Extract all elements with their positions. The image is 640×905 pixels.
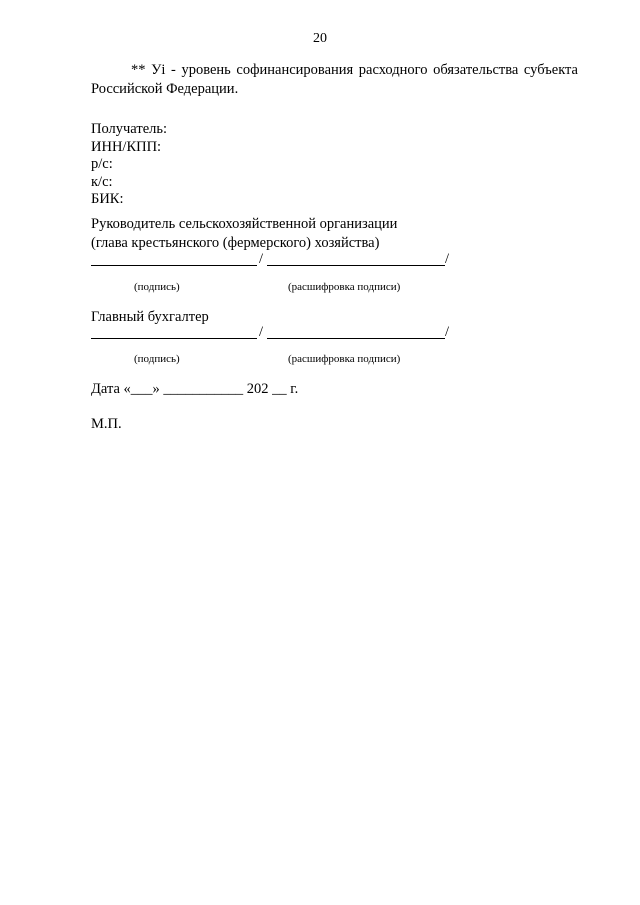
head-title-line1: Руководитель сельскохозяйственной организации	[91, 216, 398, 232]
inn-kpp-label: ИНН/КПП:	[91, 138, 162, 155]
accountant-title: Главный бухгалтер	[91, 309, 209, 325]
accountant-signature-line[interactable]	[91, 323, 451, 341]
head-slash: /	[259, 251, 264, 267]
footnote-text: ** Уi - уровень софинансирования расходного обязательства субъекта Российской Федерации.	[91, 62, 578, 97]
date-line[interactable]: Дата «___» ___________ 202 __ г.	[91, 381, 299, 397]
footnote	[91, 61, 578, 99]
head-decoding-blank[interactable]	[267, 265, 445, 266]
head-slash-end: /	[445, 251, 450, 267]
recipient-label: Получатель:	[91, 121, 168, 137]
recipient-requisites	[91, 121, 167, 209]
bik-label: БИК:	[91, 191, 124, 208]
accountant-slash-end: /	[445, 324, 450, 340]
head-signature-line[interactable]	[91, 250, 451, 268]
settlement-account-label: р/с:	[91, 156, 113, 173]
accountant-signature-caption: (подпись)	[134, 353, 180, 365]
accountant-slash: /	[259, 324, 264, 340]
head-decoding-caption: (расшифровка подписи)	[288, 281, 401, 293]
page-number: 20	[313, 31, 327, 46]
accountant-signature-blank[interactable]	[91, 338, 257, 339]
head-signature-caption: (подпись)	[134, 281, 180, 293]
head-signature-blank[interactable]	[91, 265, 257, 266]
stamp-placeholder: М.П.	[91, 416, 122, 432]
correspondent-account-label: к/с:	[91, 173, 113, 190]
accountant-decoding-blank[interactable]	[267, 338, 445, 339]
accountant-decoding-caption: (расшифровка подписи)	[288, 353, 401, 365]
head-title-line2: (глава крестьянского (фермерского) хозяйства)	[91, 235, 380, 251]
